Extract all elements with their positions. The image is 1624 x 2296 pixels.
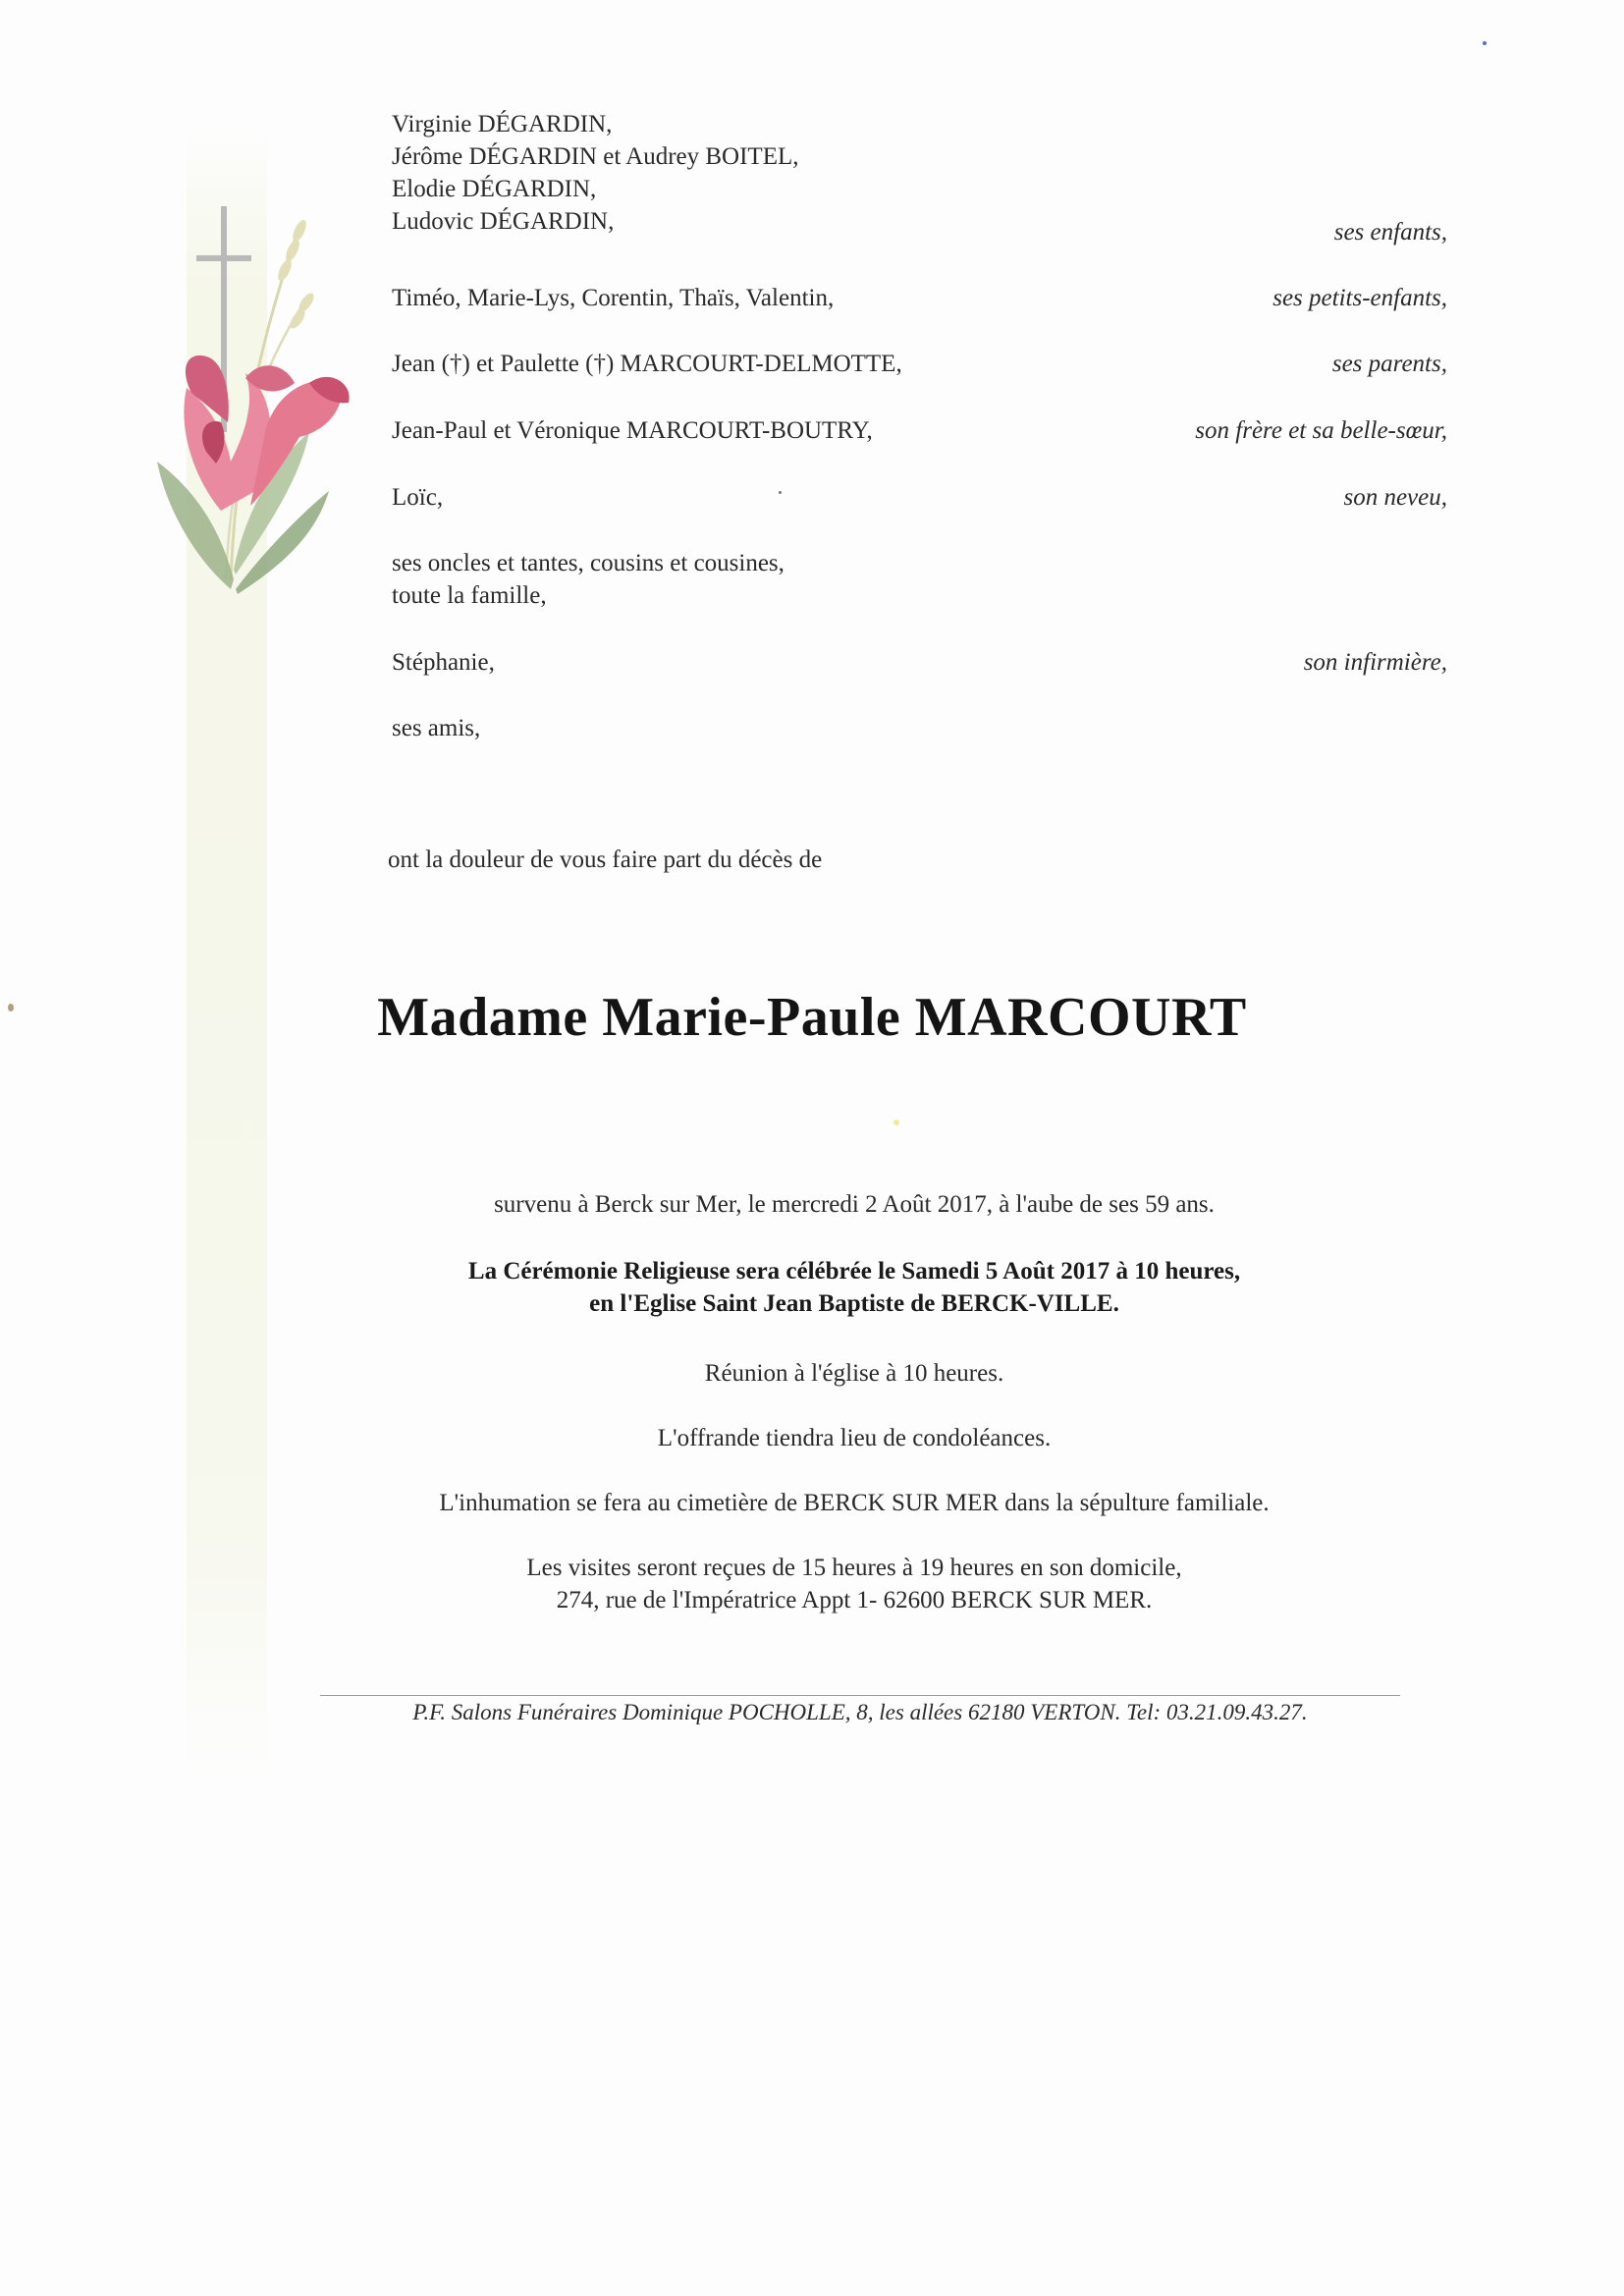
burial-details: L'inhumation se fera au cimetière de BERCK SUR MER dans la sépulture familiale. xyxy=(439,1490,1270,1516)
names-block xyxy=(392,547,785,612)
relation-label: ses petits-enfants, xyxy=(1272,285,1447,311)
relation-label: ses enfants, xyxy=(1333,219,1447,246)
family-group-children xyxy=(392,108,1447,246)
ceremony-line: en l'Eglise Saint Jean Baptiste de BERCK-VILLE. xyxy=(589,1290,1119,1317)
name-line: toute la famille, xyxy=(392,582,547,609)
visits-line: Les visites seront reçues de 15 heures à 19 heures en son domicile, xyxy=(526,1555,1182,1581)
name-line: Ludovic DÉGARDIN, xyxy=(392,208,615,235)
floral-cross-decoration xyxy=(137,137,373,648)
names-block xyxy=(392,481,443,514)
ceremony-details xyxy=(0,1255,1624,1320)
name-line: Stéphanie, xyxy=(392,649,495,676)
ceremony-line: La Cérémonie Religieuse sera célébrée le Samedi 5 Août 2017 à 10 heures, xyxy=(467,1258,1241,1285)
family-group-parents xyxy=(392,348,1447,381)
names-block xyxy=(392,646,495,679)
scan-speck xyxy=(779,491,782,494)
name-line: Loïc, xyxy=(392,484,444,511)
name-line: Timéo, Marie-Lys, Corentin, Thaïs, Valentin, xyxy=(392,285,835,311)
deceased-name: Madame Marie-Paule MARCOURT xyxy=(377,987,1247,1048)
names-block xyxy=(392,282,834,314)
offering-details: L'offrande tiendra lieu de condoléances. xyxy=(657,1425,1052,1451)
death-details: survenu à Berck sur Mer, le mercredi 2 Août 2017, à l'aube de ses 59 ans. xyxy=(494,1191,1215,1218)
name-line: Jérôme DÉGARDIN et Audrey BOITEL, xyxy=(392,143,799,170)
name-line: Jean-Paul et Véronique MARCOURT-BOUTRY, xyxy=(392,417,873,444)
visits-details xyxy=(0,1552,1624,1616)
scan-speck xyxy=(893,1120,899,1125)
names-block xyxy=(392,108,799,238)
names-block xyxy=(392,712,480,744)
name-line: Jean (†) et Paulette (†) MARCOURT-DELMOTTE, xyxy=(392,351,902,377)
relation-label: son frère et sa belle-sœur, xyxy=(1195,417,1447,444)
family-group-grandchildren xyxy=(392,282,1447,315)
name-line: Elodie DÉGARDIN, xyxy=(392,176,597,202)
name-line: ses oncles et tantes, cousins et cousines, xyxy=(392,550,785,576)
scan-speck xyxy=(8,1004,14,1011)
meeting-details: Réunion à l'église à 10 heures. xyxy=(704,1360,1004,1387)
name-line: Virginie DÉGARDIN, xyxy=(392,111,613,137)
announcement-text: ont la douleur de vous faire part du décès de xyxy=(388,847,823,873)
family-group-nephew xyxy=(392,481,1447,515)
funeral-home-footer: P.F. Salons Funéraires Dominique POCHOLLE, 8, les allées 62180 VERTON. Tel: 03.21.09.43.27. xyxy=(320,1695,1400,1725)
family-group-friends xyxy=(392,712,1447,745)
relation-label: ses parents, xyxy=(1331,351,1447,377)
name-line: ses amis, xyxy=(392,715,481,741)
names-block xyxy=(392,414,873,447)
family-group-sibling xyxy=(392,414,1447,448)
relation-label: son neveu, xyxy=(1343,484,1447,511)
names-block xyxy=(392,348,902,380)
family-group-extended xyxy=(392,547,1447,616)
family-group-nurse xyxy=(392,646,1447,680)
scan-speck xyxy=(1483,41,1487,45)
visits-line: 274, rue de l'Impératrice Appt 1- 62600 BERCK SUR MER. xyxy=(556,1587,1153,1613)
relation-label: son infirmière, xyxy=(1303,649,1447,676)
